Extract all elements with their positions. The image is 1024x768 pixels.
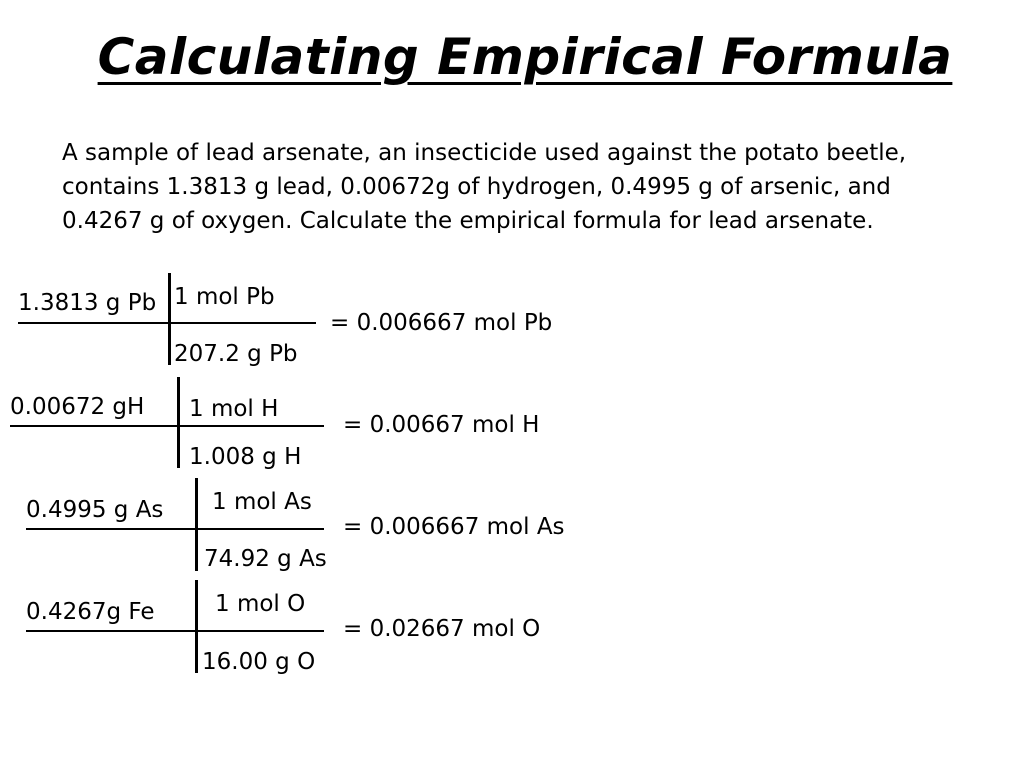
numerator-h: 1 mol H: [189, 396, 279, 422]
divider-o: [195, 580, 198, 673]
given-mass-o: 0.4267g Fe: [26, 599, 155, 625]
divider-as: [195, 478, 198, 571]
result-as: = 0.006667 mol As: [343, 514, 565, 540]
given-mass-h: 0.00672 gH: [10, 394, 145, 420]
denominator-h: 1.008 g H: [189, 444, 302, 470]
fraction-bar-as: [26, 528, 324, 530]
divider-pb: [168, 273, 171, 365]
problem-statement: A sample of lead arsenate, an insecticide used against the potato beetle, contains 1.3813 g lead, 0.00672g of hydrogen, 0.4995 g of arsenic, and 0.4267 g of oxygen. Calculate the empirical formula for lead arsenate.: [62, 140, 907, 234]
result-h: = 0.00667 mol H: [343, 412, 540, 438]
denominator-pb: 207.2 g Pb: [174, 341, 298, 367]
denominator-as: 74.92 g As: [204, 546, 327, 572]
fraction-bar-h: [10, 425, 324, 427]
result-o: = 0.02667 mol O: [343, 616, 541, 642]
fraction-bar-o: [26, 630, 324, 632]
numerator-as: 1 mol As: [212, 489, 312, 515]
result-pb: = 0.006667 mol Pb: [330, 310, 553, 336]
slide-title: Calculating Empirical Formula: [97, 28, 953, 86]
denominator-o: 16.00 g O: [202, 649, 316, 675]
divider-h: [177, 377, 180, 468]
given-mass-as: 0.4995 g As: [26, 497, 164, 523]
given-mass-pb: 1.3813 g Pb: [18, 290, 157, 316]
fraction-bar-pb: [18, 322, 316, 324]
numerator-pb: 1 mol Pb: [174, 284, 275, 310]
numerator-o: 1 mol O: [215, 591, 306, 617]
